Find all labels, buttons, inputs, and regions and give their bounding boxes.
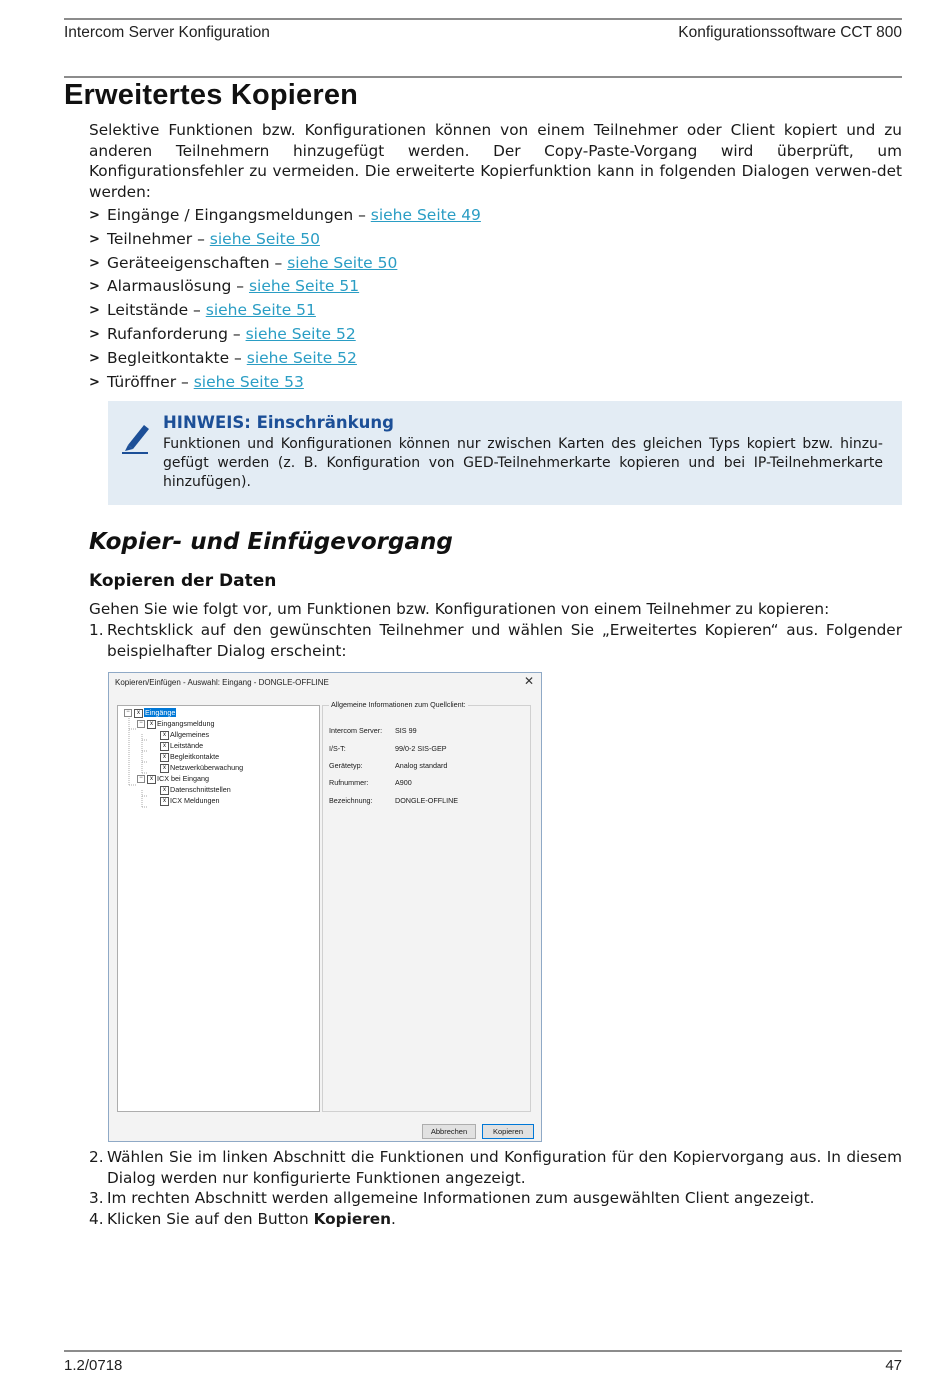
list-item bbox=[89, 275, 481, 299]
subsection-subtitle: Kopieren der Daten bbox=[89, 571, 277, 591]
page-number: 47 bbox=[885, 1357, 902, 1374]
info-value: DONGLE-OFFLINE bbox=[395, 796, 459, 805]
tree-node-leaf[interactable] bbox=[160, 729, 209, 740]
collapse-icon[interactable]: − bbox=[137, 720, 145, 728]
checkbox-checked-icon[interactable]: x bbox=[147, 775, 156, 784]
tree-node-label: Begleitkontakte bbox=[170, 752, 220, 761]
list-item bbox=[89, 204, 481, 228]
chevron-right-icon: > bbox=[89, 208, 100, 223]
info-value: 99/0-2 SIS-GEP bbox=[395, 744, 447, 753]
page-link[interactable]: siehe Seite 51 bbox=[248, 277, 360, 296]
list-item bbox=[89, 299, 481, 323]
tree-node-leaf[interactable] bbox=[160, 784, 231, 795]
list-item bbox=[89, 371, 481, 395]
footer-rule bbox=[64, 1350, 902, 1352]
tree-node-label: Allgemeines bbox=[170, 730, 210, 739]
chevron-right-icon: > bbox=[89, 350, 100, 366]
info-legend: Allgemeine Informationen zum Quellclient: bbox=[331, 700, 466, 709]
close-icon[interactable]: ✕ bbox=[523, 674, 534, 688]
info-value: SIS 99 bbox=[395, 726, 417, 735]
page-link[interactable]: siehe Seite 52 bbox=[245, 324, 356, 343]
dialog-title: Kopieren/Einfügen - Auswahl: Eingang - DONGLE-OFFLINE bbox=[115, 678, 329, 687]
list-item-text: Eingänge / Eingangsmeldungen – bbox=[107, 206, 371, 224]
step-item bbox=[89, 1209, 902, 1230]
chevron-right-icon: > bbox=[89, 374, 100, 390]
tree-node-root[interactable] bbox=[124, 707, 176, 718]
header-left: Intercom Server Konfiguration bbox=[64, 24, 270, 41]
info-label: Gerätetyp: bbox=[329, 761, 363, 770]
info-label: Intercom Server: bbox=[329, 726, 383, 735]
tree-node-leaf[interactable] bbox=[160, 795, 220, 806]
list-item bbox=[89, 252, 481, 276]
info-label: Rufnummer: bbox=[329, 778, 369, 787]
tree-node-label: ICX bei Eingang bbox=[157, 774, 209, 783]
list-item bbox=[89, 323, 481, 347]
page-link[interactable]: siehe Seite 52 bbox=[246, 348, 357, 367]
chevron-right-icon: > bbox=[89, 279, 100, 295]
checkbox-checked-icon[interactable]: x bbox=[160, 786, 169, 795]
header-right: Konfigurationssoftware CCT 800 bbox=[678, 24, 902, 41]
step-number: 2. bbox=[89, 1148, 104, 1166]
step-text: Wählen Sie im linken Abschnitt die Funktionen und Konfiguration für den Kopiervorgang aus. In diesem Dialog werden nur konfigurierte Funktionen angezeigt. bbox=[107, 1148, 902, 1187]
tree-node-label: Eingangsmeldung bbox=[157, 719, 215, 728]
collapse-icon[interactable]: − bbox=[137, 775, 145, 783]
checkbox-checked-icon[interactable]: x bbox=[160, 797, 169, 806]
chevron-right-icon: > bbox=[89, 303, 100, 319]
subsection-title: Kopier- und Einfügevorgang bbox=[89, 529, 453, 555]
chevron-right-icon: > bbox=[89, 255, 100, 271]
page-link[interactable]: siehe Seite 53 bbox=[193, 372, 304, 391]
header-rule-bottom bbox=[64, 76, 902, 78]
tree-node-label: Leitstände bbox=[170, 741, 204, 750]
tree-node-leaf[interactable] bbox=[160, 751, 219, 762]
tree-node-leaf[interactable] bbox=[160, 762, 243, 773]
note-text: Funktionen und Konfigurationen können nur zwischen Karten des gleichen Typs kopiert bzw. hinzu-gefügt werden (z. B. Konfiguration von GED-Teilnehmerkarte kopieren und bei IP-Teilnehmerkarte hinzufügen). bbox=[163, 436, 883, 490]
step-number: 4. bbox=[89, 1209, 104, 1228]
checkbox-checked-icon[interactable]: x bbox=[147, 720, 156, 729]
footer-version: 1.2/0718 bbox=[64, 1357, 123, 1374]
copy-dialog bbox=[108, 672, 542, 1142]
tree-node-group[interactable] bbox=[137, 773, 209, 784]
list-item-text: Geräteeigenschaften – bbox=[107, 253, 288, 272]
tree-node-label: ICX Meldungen bbox=[170, 796, 220, 805]
step-item bbox=[89, 620, 902, 661]
cancel-button[interactable]: Abbrechen bbox=[422, 1124, 476, 1139]
list-item-text: Rufanforderung – bbox=[107, 324, 246, 343]
checkbox-checked-icon[interactable]: x bbox=[160, 731, 169, 740]
step-text: Klicken Sie auf den Button bbox=[107, 1209, 314, 1228]
intro-paragraph: Selektive Funktionen bzw. Konfigurationen können von einem Teilnehmer oder Client kopiert und zu anderen Teilnehmern hinzugefügt werden. Der Copy-Paste-Vorgang wird überprüft, um Konfigurationsfehler zu vermeiden. Die erweiterte Kopierfunktion kann in folgenden Dialogen verwen-det werden: bbox=[89, 121, 902, 201]
checkbox-checked-icon[interactable]: x bbox=[160, 742, 169, 751]
pencil-icon bbox=[120, 419, 152, 455]
step-number: 3. bbox=[89, 1189, 104, 1207]
step-number: 1. bbox=[89, 621, 104, 639]
step-item bbox=[89, 1188, 902, 1209]
dialog-list bbox=[89, 204, 481, 394]
lead-paragraph: Gehen Sie wie folgt vor, um Funktionen bzw. Konfigurationen von einem Teilnehmer zu kopieren: bbox=[89, 600, 830, 618]
chevron-right-icon: > bbox=[89, 231, 100, 247]
source-info-panel bbox=[322, 700, 531, 1112]
info-value: A900 bbox=[395, 778, 412, 787]
tree-node-group[interactable] bbox=[137, 718, 215, 729]
list-item-text: Begleitkontakte – bbox=[107, 348, 247, 367]
tree-node-label: Netzwerküberwachung bbox=[170, 763, 244, 772]
list-item-text: Alarmauslösung – bbox=[107, 277, 249, 296]
info-value: Analog standard bbox=[395, 761, 448, 770]
page-link[interactable]: siehe Seite 50 bbox=[209, 229, 320, 248]
checkbox-checked-icon[interactable]: x bbox=[160, 753, 169, 762]
step-text-end: . bbox=[391, 1209, 396, 1228]
list-item-text: Türöffner – bbox=[107, 372, 194, 391]
step-item bbox=[89, 1147, 902, 1188]
step-text: Rechtsklick auf den gewünschten Teilnehmer und wählen Sie „Erweitertes Kopieren“ aus. Folgender beispielhafter Dialog erscheint: bbox=[107, 621, 902, 660]
section-title: Erweitertes Kopieren bbox=[64, 79, 359, 111]
list-item bbox=[89, 228, 481, 252]
page-link[interactable]: siehe Seite 50 bbox=[287, 253, 398, 272]
copy-button[interactable]: Kopieren bbox=[482, 1124, 534, 1139]
list-item-text: Leitstände – bbox=[107, 301, 206, 320]
function-tree[interactable] bbox=[117, 705, 320, 1112]
list-item-text: Teilnehmer – bbox=[107, 229, 210, 248]
steps-list-top bbox=[89, 620, 902, 661]
note-title: HINWEIS: Einschränkung bbox=[163, 413, 394, 432]
steps-list-bottom bbox=[89, 1147, 902, 1229]
chevron-right-icon: > bbox=[89, 326, 100, 342]
header-rule-top bbox=[64, 18, 902, 20]
checkbox-checked-icon[interactable]: x bbox=[134, 709, 143, 718]
page-link[interactable]: siehe Seite 49 bbox=[370, 206, 481, 224]
tree-node-leaf[interactable] bbox=[160, 740, 203, 751]
step-text: Im rechten Abschnitt werden allgemeine Informationen zum ausgewählten Client angezeigt. bbox=[107, 1189, 815, 1207]
step-bold-text: Kopieren bbox=[313, 1209, 392, 1228]
tree-node-label: Datenschnittstellen bbox=[170, 785, 231, 794]
info-label: Bezeichnung: bbox=[329, 796, 373, 805]
list-item bbox=[89, 347, 481, 371]
note-box bbox=[108, 401, 902, 505]
info-label: I/S-T: bbox=[329, 744, 346, 753]
page-link[interactable]: siehe Seite 51 bbox=[205, 301, 316, 320]
tree-node-label: Eingänge bbox=[145, 708, 176, 717]
checkbox-checked-icon[interactable]: x bbox=[160, 764, 169, 773]
collapse-icon[interactable]: − bbox=[124, 709, 132, 717]
